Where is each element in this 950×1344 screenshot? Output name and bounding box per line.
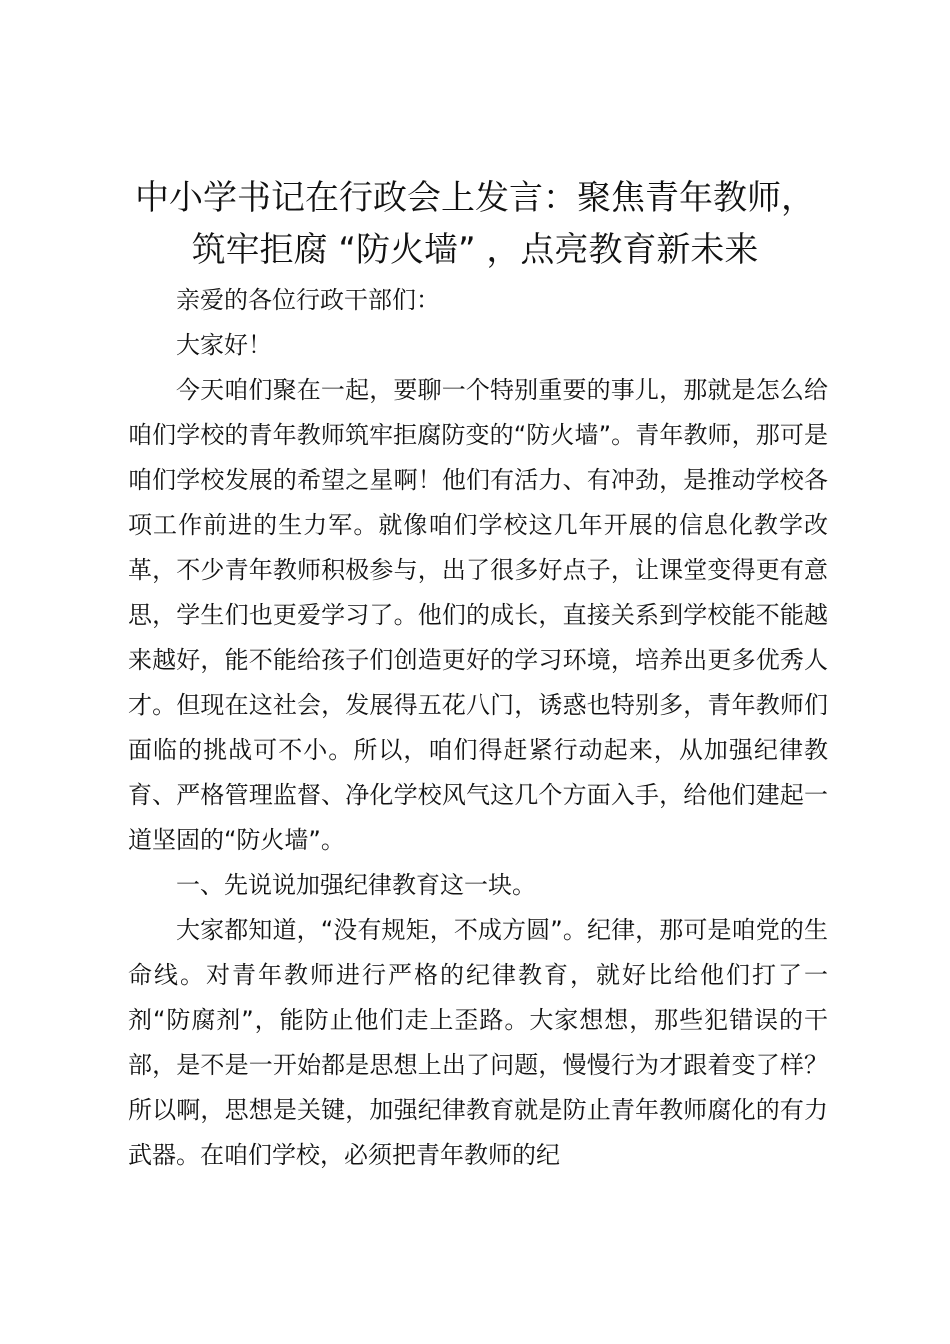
- document-body: [128, 278, 828, 1178]
- greeting: 大家好！: [176, 331, 272, 359]
- title-line-2: 筑牢拒腐 “防火墙” ，点亮教育新未来: [191, 230, 759, 270]
- body-paragraph: 今天咱们聚在一起，要聊一个特别重要的事儿，那就是怎么给咱们学校的青年教师筑牢拒腐防变的“防火墙”。青年教师，那可是咱们学校发展的希望之星啊！他们有活力、有冲劲，是推动学校各项工作前进的生力军。就像咱们学校这几年开展的信息化教学改革，不少青年教师积极参与，出了很多好点子，让课堂变得更有意思，学生们也更爱学习了。他们的成长，直接关系到学校能不能越来越好，能不能给孩子们创造更好的学习环境，培养出更多优秀人才。但现在这社会，发展得五花八门，诱惑也特别多，青年教师们面临的挑战可不小。所以，咱们得赶紧行动起来，从加强纪律教育、严格管理监督、净化学校风气这几个方面入手，给他们建起一道坚固的“防火墙”。: [128, 376, 828, 854]
- salutation: 亲爱的各位行政干部们：: [176, 286, 440, 314]
- section-heading: 一、先说说加强纪律教育这一块。: [176, 871, 536, 899]
- body-paragraph: 大家都知道，“没有规矩，不成方圆”。纪律，那可是咱党的生命线。对青年教师进行严格的纪律教育，就好比给他们打了一剂“防腐剂”，能防止他们走上歪路。大家想想，那些犯错误的干部，是不是一开始都是思想上出了问题，慢慢行为才跟着变了样？所以啊，思想是关键，加强纪律教育就是防止青年教师腐化的有力武器。在咱们学校，必须把青年教师的纪: [128, 916, 828, 1169]
- title-line-1: 中小学书记在行政会上发言：聚焦青年教师，: [135, 178, 815, 218]
- document-title: [110, 172, 840, 276]
